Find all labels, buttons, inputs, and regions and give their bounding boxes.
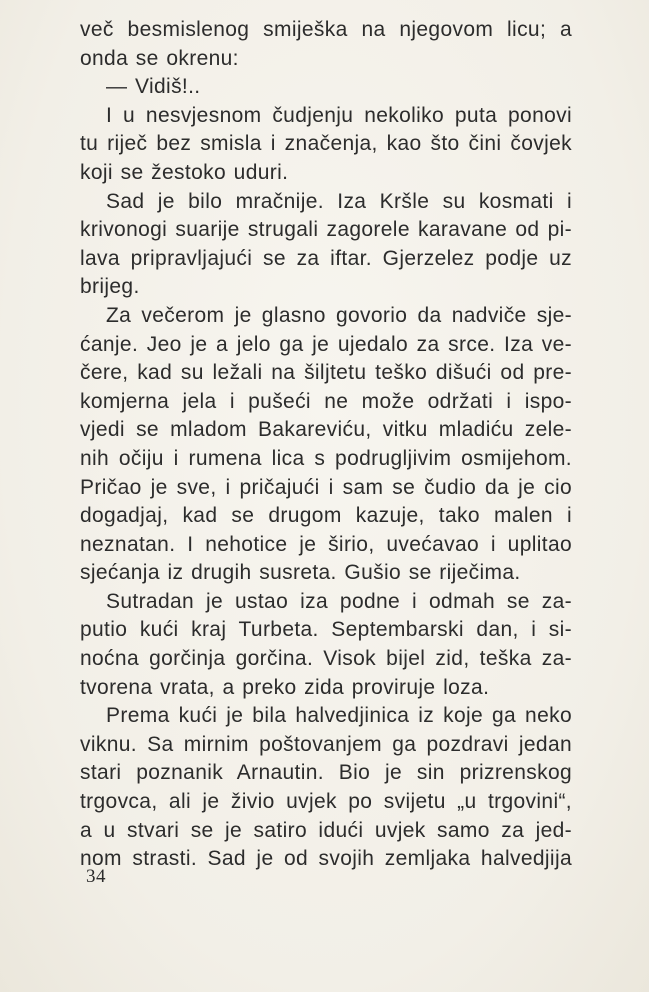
- text-line: onda se okrenu:: [80, 46, 239, 70]
- text-line: čere, kad su ležali na šiljtetu teško dišući od pre-: [80, 361, 572, 385]
- text-line: več besmislenog smiješka na njegovom licu; a: [80, 18, 572, 41]
- text-line: a u stvari se je satiro idući uvjek samo za jed-: [80, 818, 572, 842]
- text-line: vjedi se mladom Bakareviću, vitku mladiću zele-: [80, 418, 572, 442]
- text-line: trgovca, ali je živio uvjek po svijetu „u trgovini“,: [80, 790, 572, 814]
- text-line: Prema kući je bila halvedjinica iz koje ga neko: [106, 704, 572, 728]
- text-line: I u nesvjesnom čudjenju nekoliko puta ponovi: [106, 103, 572, 127]
- text-line: Sad je bilo mračnije. Iza Kršle su kosmati i: [106, 189, 572, 213]
- text-line: nih očiju i rumena lica s podrugljivim osmijehom.: [80, 446, 572, 470]
- text-line: noćna gorčinja gorčina. Visok bijel zid, teška za-: [80, 647, 572, 671]
- text-line: Pričao je sve, i pričajući i sam se čudio da je cio: [80, 475, 572, 499]
- text-line: neznatan. I nehotice je širio, uvećavao i uplitao: [80, 532, 572, 556]
- text-line: koji se žestoko uduri.: [80, 160, 289, 184]
- text-line: dogadjaj, kad se drugom kazuje, tako malen i: [80, 504, 572, 528]
- text-line: sjećanja iz drugih susreta. Gušio se riječima.: [80, 561, 521, 585]
- text-line: — Vidiš!..: [106, 75, 201, 99]
- text-line: krivonogi suarije strugali zagorele karavane od pi-: [80, 218, 572, 242]
- text-line: viknu. Sa mirnim poštovanjem ga pozdravi jedan: [80, 732, 572, 756]
- text-line: lava pripravljajući se za iftar. Gjerzelez podje uz: [80, 246, 572, 270]
- text-line: putio kući kraj Turbeta. Septembarski dan, i si-: [80, 618, 572, 642]
- text-line: Sutradan je ustao iza podne i odmah se za-: [106, 589, 572, 613]
- text-line: nom strasti. Sad je od svojih zemljaka halvedjija: [80, 847, 572, 871]
- text-line: Za večerom je glasno govorio da nadviče sje-: [106, 303, 572, 327]
- page-number: 34: [86, 866, 106, 887]
- text-line: tvorena vrata, a preko zida proviruje loza.: [80, 675, 490, 699]
- text-line: stari poznanik Arnautin. Bio je sin prizrenskog: [80, 761, 572, 785]
- text-line: komjerna jela i pušeći ne može održati i ispo-: [80, 389, 572, 413]
- body-text: [80, 16, 572, 874]
- text-line: tu riječ bez smisla i značenja, kao što čini čovjek: [80, 132, 572, 156]
- text-line: ćanje. Jeo je a jelo ga je ujedalo za srce. Iza ve-: [80, 332, 572, 356]
- text-line: brijeg.: [80, 275, 140, 299]
